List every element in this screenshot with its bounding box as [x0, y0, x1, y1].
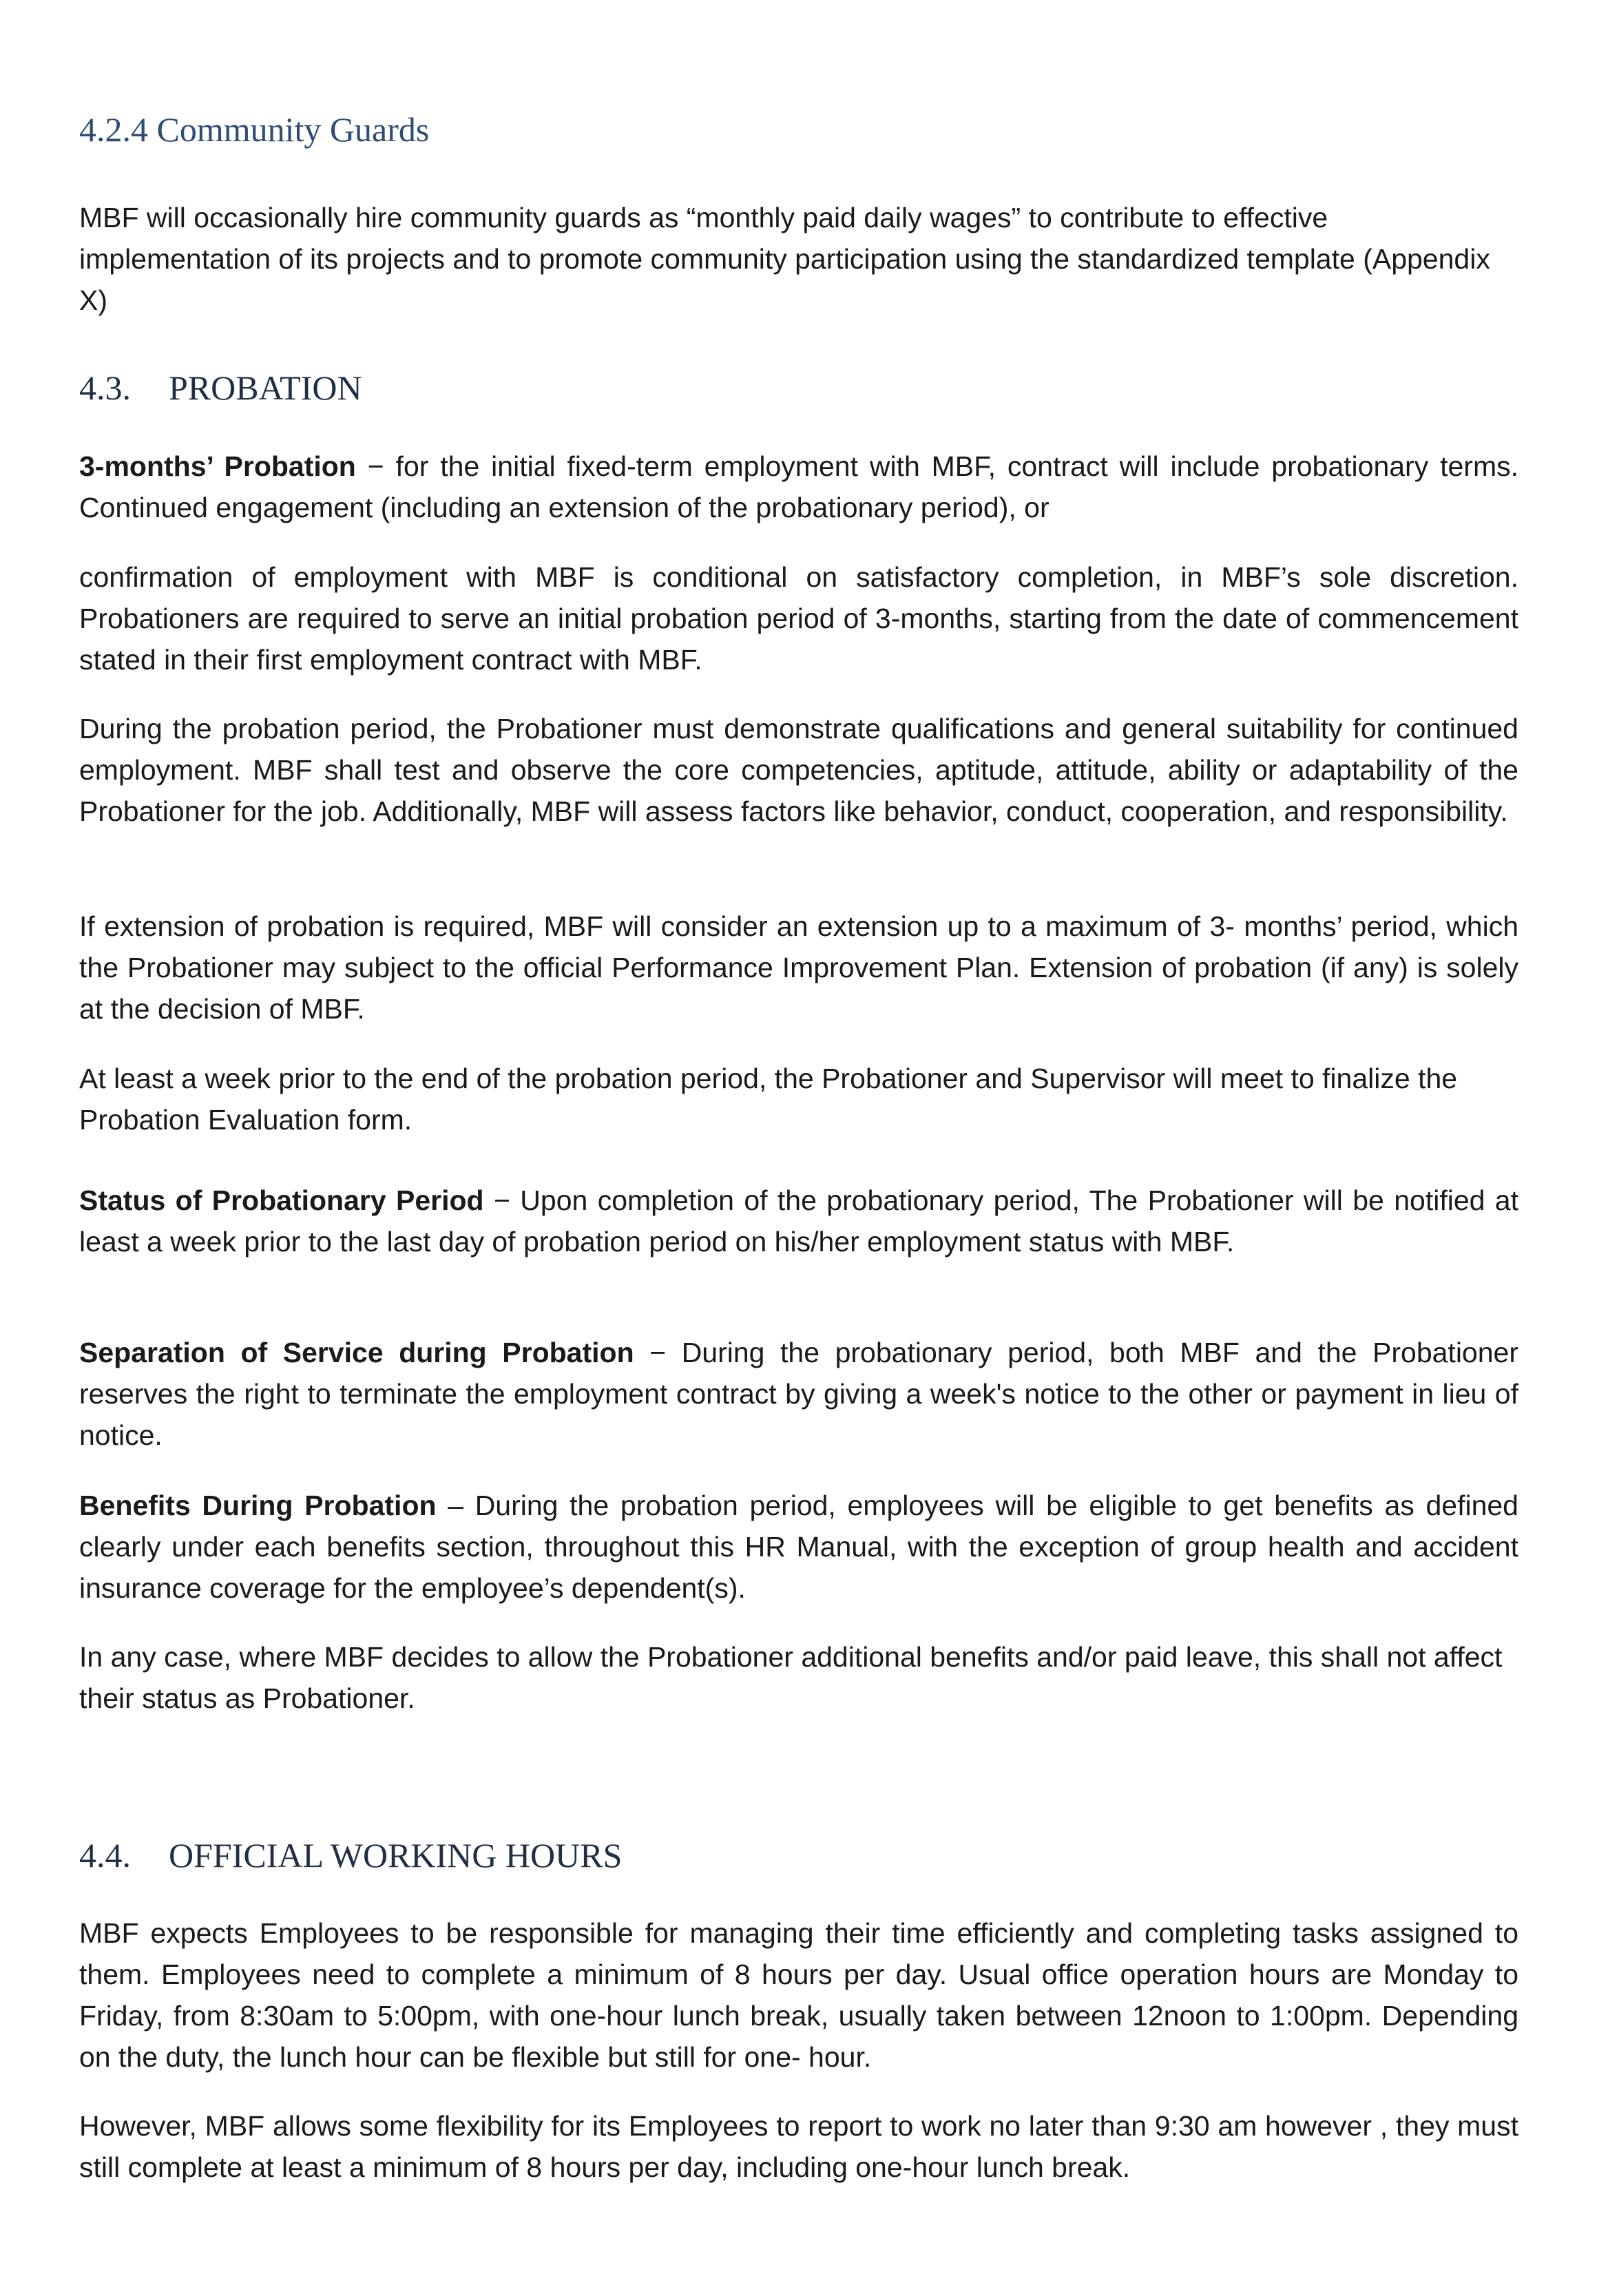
- section-number: 4.4.: [79, 1836, 131, 1875]
- section-heading-working-hours: [79, 1835, 622, 1876]
- paragraph-text: − Upon completion of the probationary period, The Probationer will be notified at least a week prior to the last day of probation period on his/her employment status with MBF.: [79, 1184, 1519, 1257]
- document-page: [79, 0, 1518, 2296]
- bold-lead: Separation of Service during Probation: [79, 1337, 634, 1368]
- section-heading-community-guards: 4.2.4 Community Guards: [79, 110, 430, 149]
- probation-paragraph-4: If extension of probation is required, MBF will consider an extension up to a maximum of 3- months’ period, which the Probationer may subject to the official Performance Improvement Plan. Extension of probation (if any) is solely at the decision of MBF.: [79, 910, 1518, 1025]
- bold-lead: 3-months’ Probation: [79, 450, 356, 482]
- working-hours-paragraph-2: However, MBF allows some flexibility for its Employees to report to work no later than 9:30 am however , they must still complete at least a minimum of 8 hours per day, including one-hour lunch break.: [79, 2110, 1518, 2183]
- separation-of-service-paragraph: [79, 1332, 1518, 1456]
- probation-paragraph-5: At least a week prior to the end of the probation period, the Probationer and Supervisor will meet to finalize the Probation Evaluation form.: [79, 1063, 1458, 1136]
- section-title: OFFICIAL WORKING HOURS: [169, 1836, 623, 1875]
- bold-lead: Status of Probationary Period: [79, 1184, 484, 1216]
- section-heading-probation: [79, 367, 362, 408]
- section-number: 4.3.: [79, 368, 131, 407]
- paragraph-text: − During the probationary period, both MBF and the Probationer reserves the right to terminate the employment contract by giving a week's notice to the other or payment in lieu of notice.: [79, 1337, 1518, 1451]
- section-title: PROBATION: [169, 368, 362, 407]
- paragraph-text: − for the initial fixed-term employment with MBF, contract will include probationary terms. Continued engagement (including an extension of the probationary period), or: [79, 450, 1518, 523]
- status-of-probationary-period-paragraph: [79, 1180, 1518, 1262]
- probation-paragraph-9: In any case, where MBF decides to allow the Probationer additional benefits and/or paid leave, this shall not affect their status as Probationer.: [79, 1641, 1503, 1714]
- benefits-during-probation-paragraph: [79, 1485, 1518, 1609]
- probation-paragraph-3: During the probation period, the Probationer must demonstrate qualifications and general suitability for continued employment. MBF shall test and observe the core competencies, aptitude, attitude, ability or adaptability of the Probationer for the job. Additionally, MBF will assess factors like behavior, conduct, cooperation, and responsibility.: [79, 713, 1518, 827]
- working-hours-paragraph-1: MBF expects Employees to be responsible for managing their time efficiently and completing tasks assigned to them. Employees need to complete a minimum of 8 hours per day. Usual office operation hours are Monday to Friday, from 8:30am to 5:00pm, with one-hour lunch break, usually taken between 12noon to 1:00pm. Depending on the duty, the lunch hour can be flexible but still for one- hour.: [79, 1917, 1518, 2073]
- probation-paragraph-1: [79, 446, 1518, 528]
- paragraph-text: – During the probation period, employees will be eligible to get benefits as defined clearly under each benefits section, throughout this HR Manual, with the exception of group health and accident insurance coverage for the employee’s dependent(s).: [79, 1490, 1518, 1604]
- bold-lead: Benefits During Probation: [79, 1490, 437, 1521]
- community-guards-paragraph: MBF will occasionally hire community guards as “monthly paid daily wages” to contribute to effective implementation of its projects and to promote community participation using the standardized template (Appendix X): [79, 202, 1490, 316]
- probation-paragraph-2: confirmation of employment with MBF is conditional on satisfactory completion, in MBF’s sole discretion. Probationers are required to serve an initial probation period of 3-months, starting from the date of commencement stated in their first employment contract with MBF.: [79, 561, 1518, 676]
